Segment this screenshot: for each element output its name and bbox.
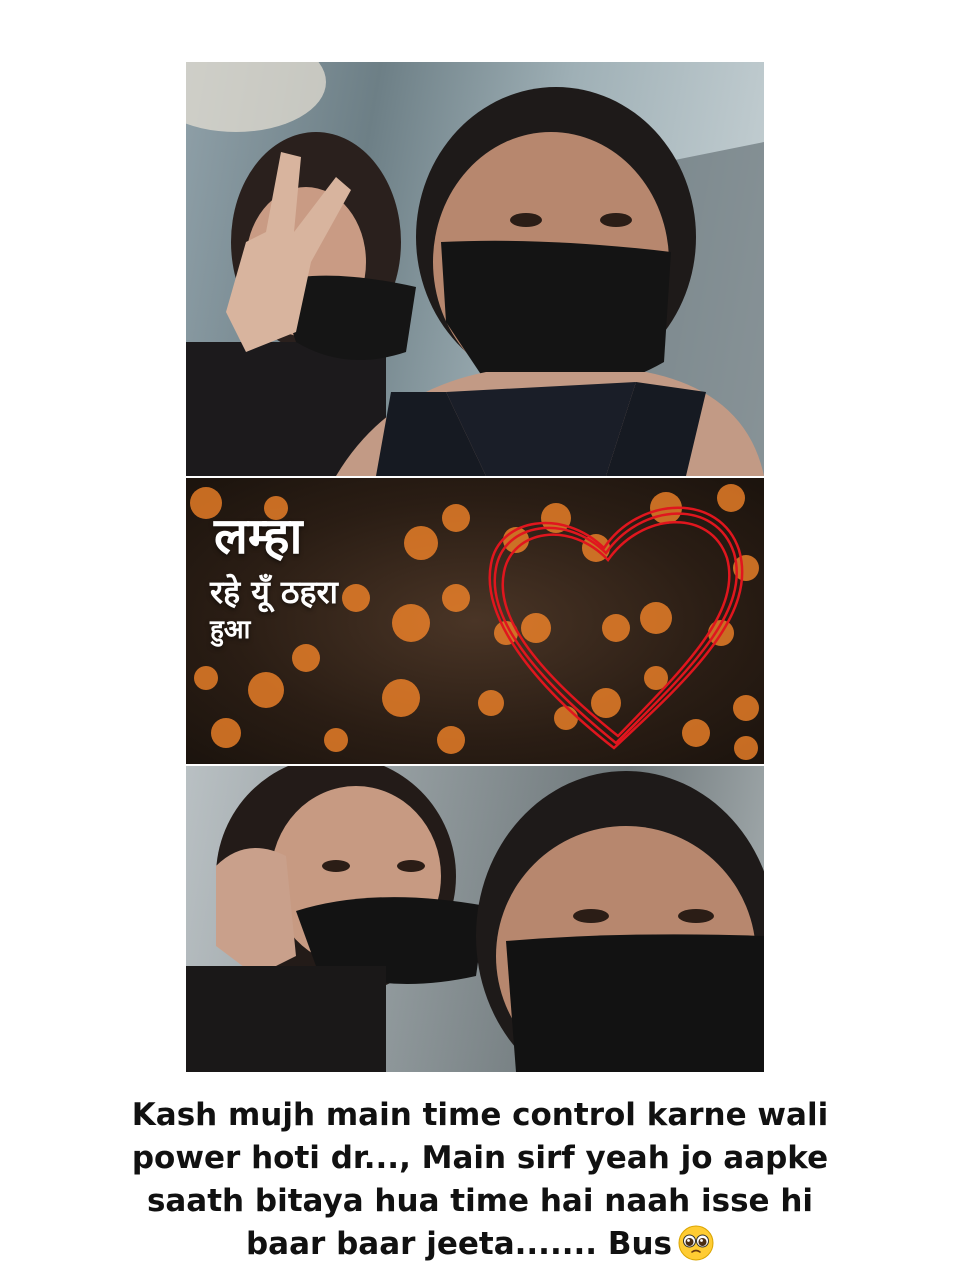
caption-line-1: Kash mujh main time control karne wali [131, 1097, 829, 1133]
caption-line-4: baar baar jeeta....... Bus [245, 1226, 672, 1262]
top-photo [186, 62, 764, 476]
bokeh-title-panel [186, 478, 764, 764]
bottom-photo [186, 766, 764, 1072]
overlay-title-line1: लम्हा [214, 507, 303, 565]
top-photo-illustration [186, 62, 764, 476]
pleading-face-icon [678, 1225, 714, 1261]
overlay-title-line3: हुआ [210, 615, 251, 645]
caption-line-2: power hoti dr..., Main sirf yeah jo aapke [131, 1140, 829, 1176]
overlay-title-line2: रहे यूँ ठहरा [210, 573, 338, 611]
caption-line-3: saath bitaya hua time hai naah isse hi [146, 1183, 814, 1219]
caption [20, 1094, 940, 1266]
bottom-photo-illustration [186, 766, 764, 1072]
